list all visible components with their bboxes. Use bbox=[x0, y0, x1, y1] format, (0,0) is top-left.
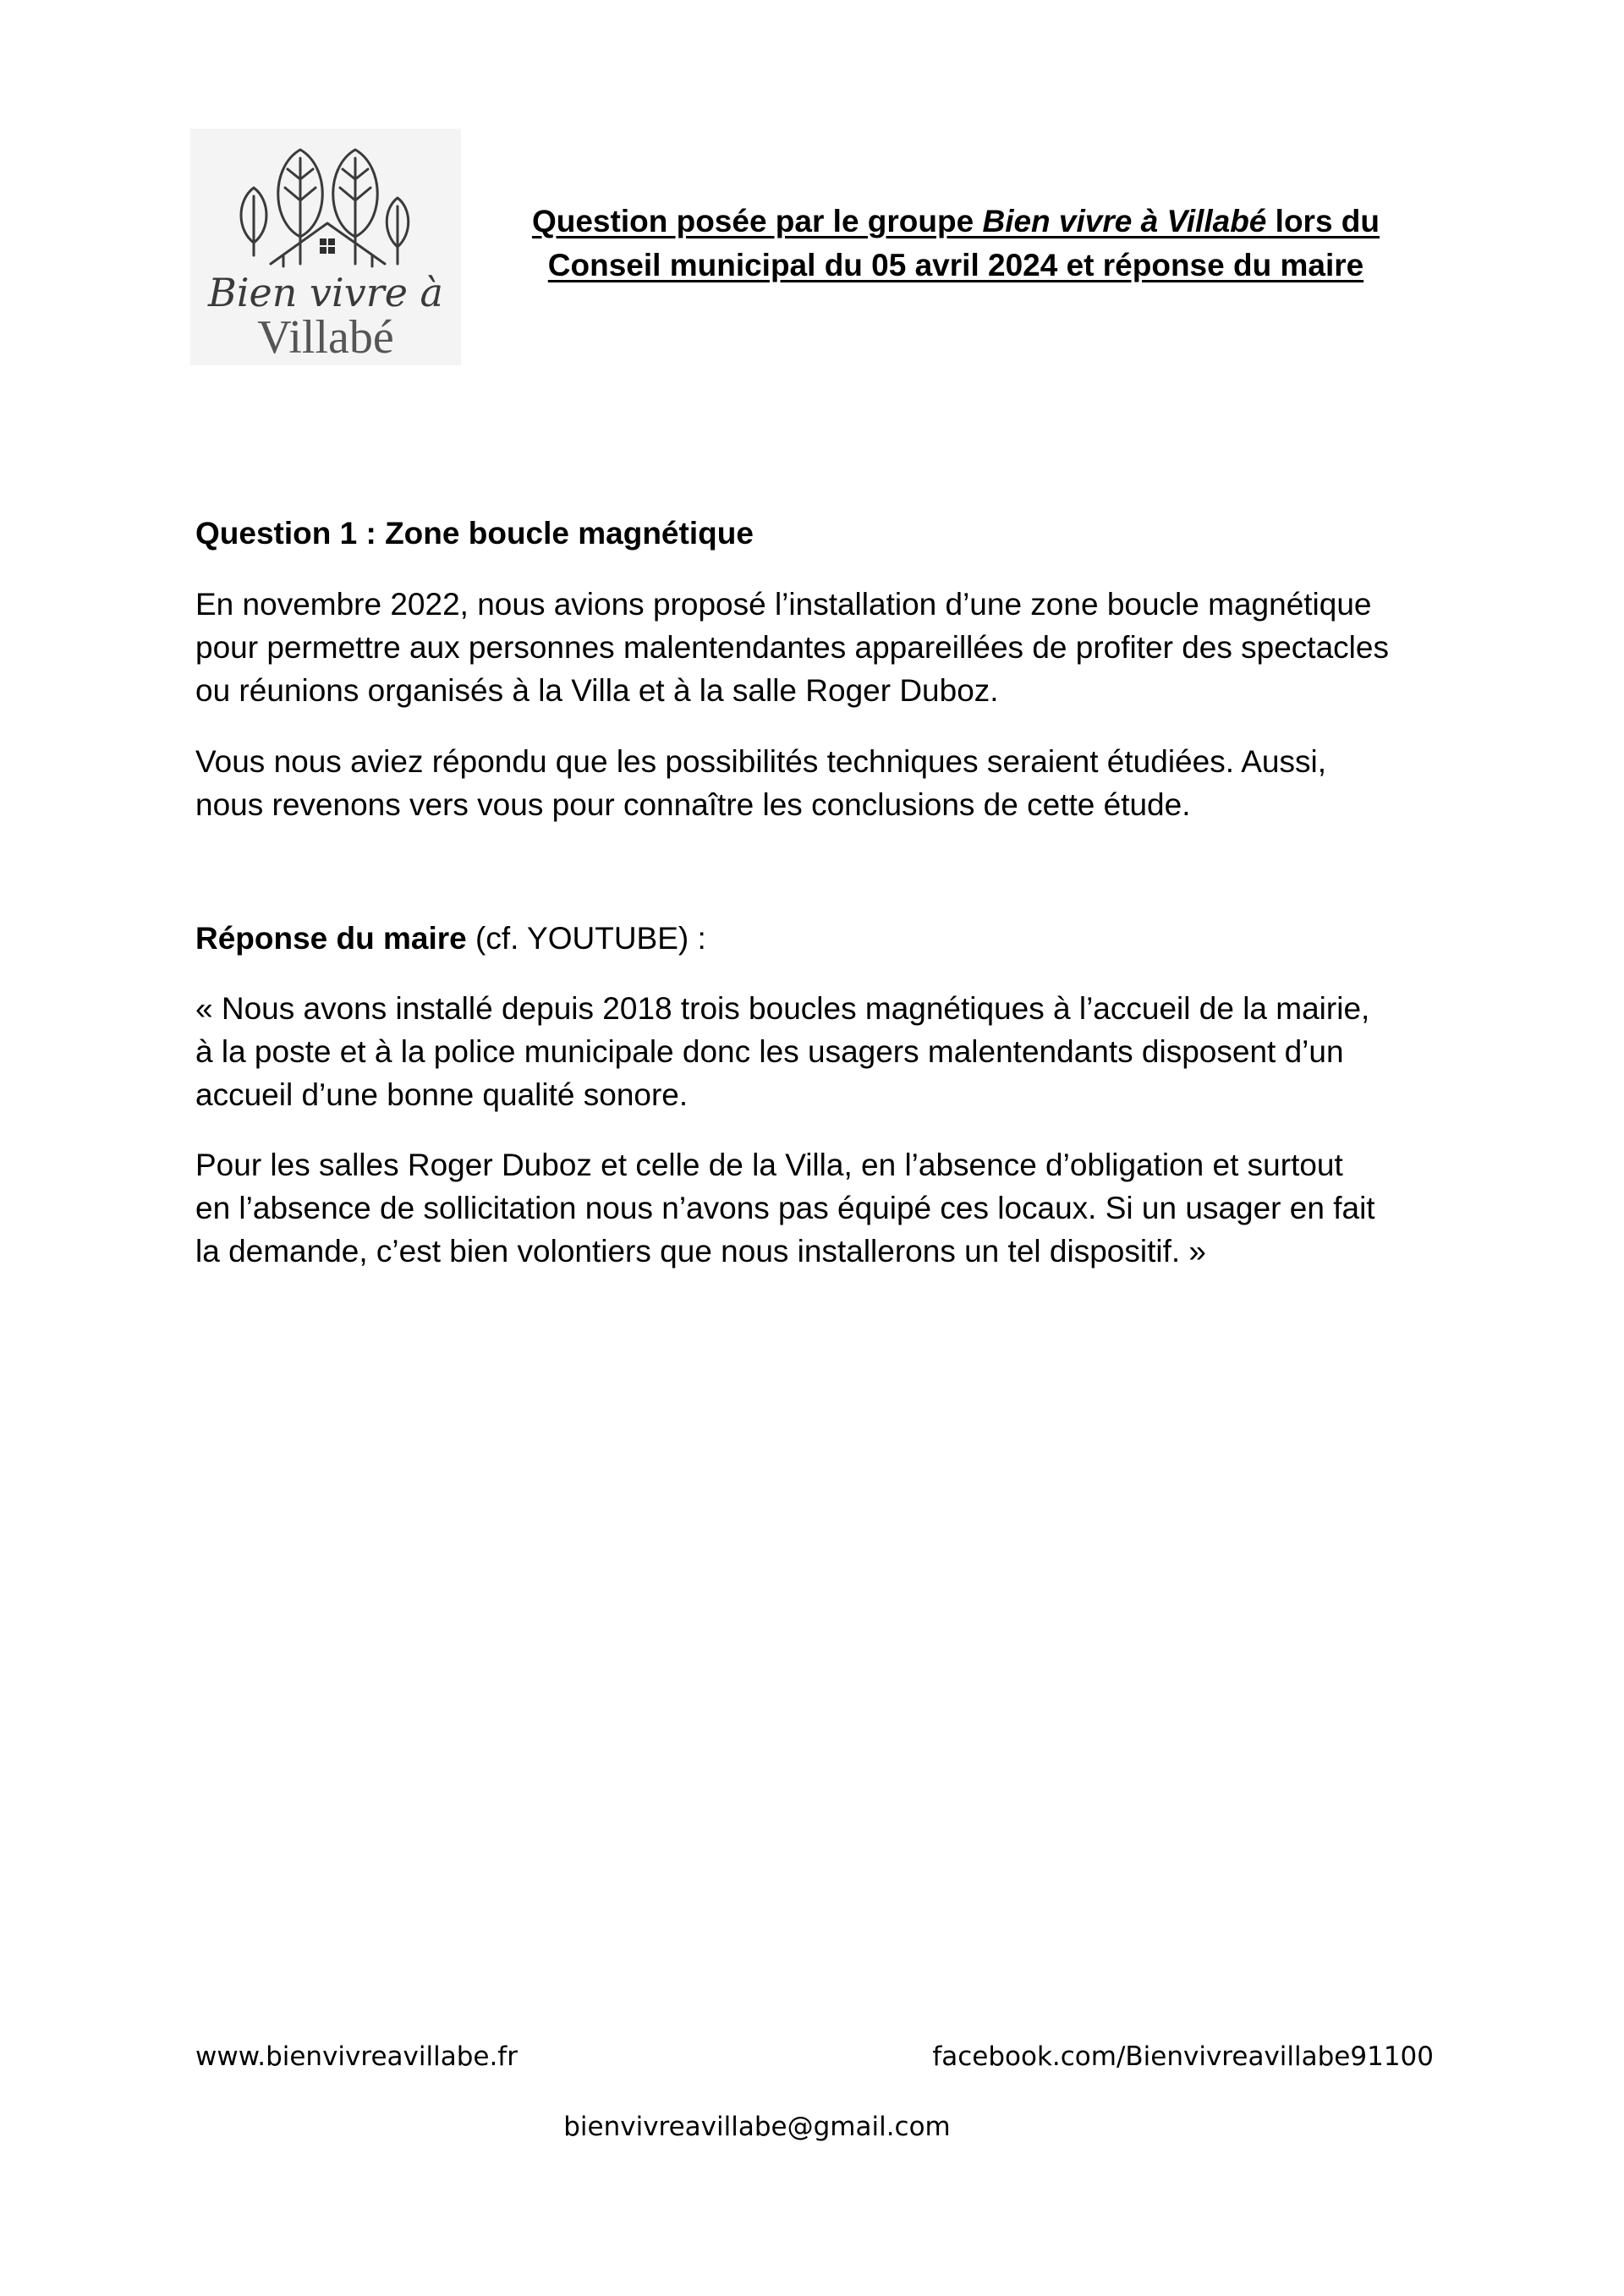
group-logo bbox=[190, 129, 461, 365]
text-line: la demande, c’est bien volontiers que nous installerons un tel dispositif. » bbox=[195, 1234, 1206, 1269]
text-line: « Nous avons installé depuis 2018 trois boucles magnétiques à l’accueil de la mairie, bbox=[195, 991, 1370, 1026]
footer-website-link[interactable]: www.bienvivreavillabe.fr bbox=[195, 2041, 518, 2072]
answer-heading: Réponse du maire (cf. YOUTUBE) : bbox=[195, 921, 706, 956]
text-line: en l’absence de sollicitation nous n’avons pas équipé ces locaux. Si un usager en fait bbox=[195, 1191, 1375, 1225]
logo-script-text: Bien vivre à bbox=[208, 270, 443, 315]
answer-paragraph-2 bbox=[195, 1143, 1447, 1273]
text-line: nous revenons vers vous pour connaître les conclusions de cette étude. bbox=[195, 787, 1191, 822]
text-line: à la poste et à la police municipale donc les usagers malentendants disposent d’un bbox=[195, 1034, 1344, 1069]
question-paragraph-2 bbox=[195, 740, 1447, 826]
question-heading: Question 1 : Zone boucle magnétique bbox=[195, 516, 754, 551]
text-line: Vous nous aviez répondu que les possibilités techniques seraient étudiées. Aussi, bbox=[195, 744, 1326, 779]
page-title bbox=[474, 200, 1438, 288]
text-line: Pour les salles Roger Duboz et celle de la Villa, en l’absence d’obligation et surtout bbox=[195, 1148, 1343, 1182]
logo-village-text: Villabé bbox=[257, 311, 394, 364]
footer-email-link[interactable]: bienvivreavillabe@gmail.com bbox=[563, 2112, 951, 2142]
text-line: pour permettre aux personnes malentendantes appareillées de profiter des spectacles bbox=[195, 630, 1389, 665]
text-line: En novembre 2022, nous avions proposé l’installation d’une zone boucle magnétique bbox=[195, 587, 1372, 622]
title-line-2: Conseil municipal du 05 avril 2024 et réponse du maire bbox=[547, 248, 1364, 282]
text-line: accueil d’une bonne qualité sonore. bbox=[195, 1077, 689, 1112]
question-paragraph-1 bbox=[195, 583, 1447, 712]
trees-house-logo-icon bbox=[190, 129, 461, 365]
title-line-1: Question posée par le groupe Bien vivre à Villabé lors du bbox=[531, 204, 1380, 238]
title-group-name: Bien vivre à Villabé bbox=[982, 204, 1267, 238]
answer-paragraph-1 bbox=[195, 987, 1447, 1116]
text-line: ou réunions organisés à la Villa et à la salle Roger Duboz. bbox=[195, 673, 999, 708]
footer-facebook-link[interactable]: facebook.com/Bienvivreavillabe91100 bbox=[932, 2041, 1434, 2072]
